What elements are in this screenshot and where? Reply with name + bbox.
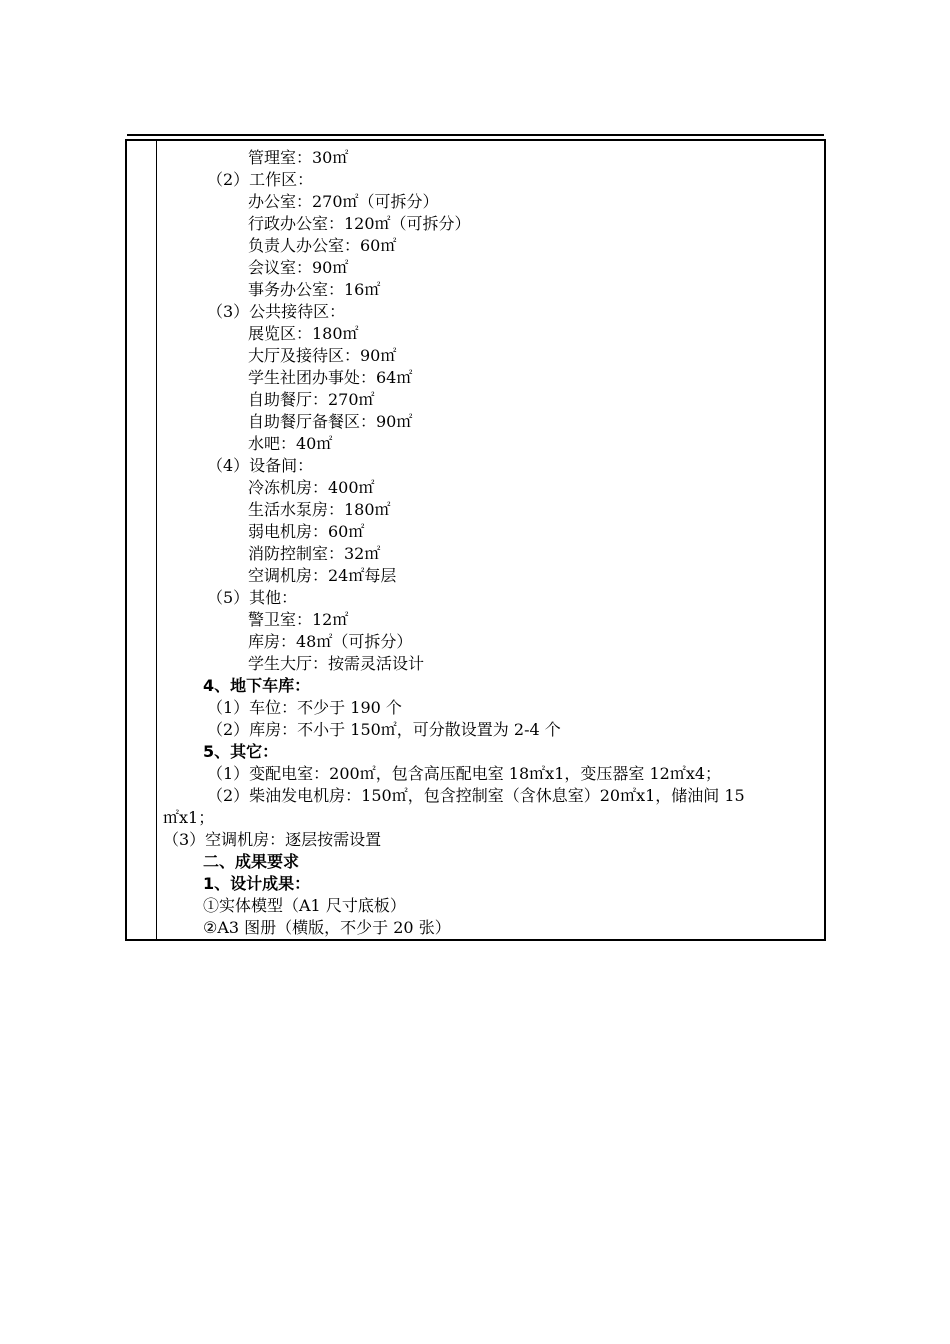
bold-heading: 5、其它： — [203, 742, 279, 761]
text-line: 自助餐厅：270㎡ — [248, 390, 375, 409]
text-line: （2）柴油发电机房：150㎡，包含控制室（含休息室）20㎡x1，储油间 15 — [207, 786, 745, 805]
section-heading: （5）其他： — [207, 588, 298, 607]
text-line: 展览区：180㎡ — [248, 324, 359, 343]
text-line: 学生社团办事处：64㎡ — [248, 368, 413, 387]
text-line: 管理室：30㎡ — [248, 148, 349, 167]
text-line: 大厅及接待区：90㎡ — [248, 346, 397, 365]
text-line: ②A3 图册（横版，不少于 20 张） — [203, 918, 451, 937]
section-heading: （3）公共接待区： — [207, 302, 346, 321]
text-line: （1）变配电室：200㎡，包含高压配电室 18㎡x1，变压器室 12㎡x4； — [207, 764, 722, 783]
text-line: 事务办公室：16㎡ — [248, 280, 381, 299]
text-line: 冷冻机房：400㎡ — [248, 478, 375, 497]
text-line: 水吧：40㎡ — [248, 434, 333, 453]
text-line: （2）库房：不小于 150㎡，可分散设置为 2-4 个 — [207, 720, 561, 739]
text-line: 消防控制室：32㎡ — [248, 544, 381, 563]
text-line: ㎡x1； — [163, 808, 215, 827]
text-line: 行政办公室：120㎡（可拆分） — [248, 214, 471, 233]
text-line: 办公室：270㎡（可拆分） — [248, 192, 439, 211]
text-line: 警卫室：12㎡ — [248, 610, 349, 629]
text-line: 库房：48㎡（可拆分） — [248, 632, 413, 651]
text-line: （3）空调机房：逐层按需设置 — [163, 830, 382, 849]
text-line: 负责人办公室：60㎡ — [248, 236, 397, 255]
text-line: ①实体模型（A1 尺寸底板） — [203, 896, 406, 915]
text-line: 空调机房：24㎡每层 — [248, 566, 397, 585]
text-line: （1）车位：不少于 190 个 — [207, 698, 402, 717]
table-frame — [125, 139, 826, 941]
section-heading: （2）工作区： — [207, 170, 314, 189]
header-rule — [127, 134, 824, 136]
bold-heading: 1、设计成果： — [203, 874, 311, 893]
text-line: 自助餐厅备餐区：90㎡ — [248, 412, 413, 431]
section-heading: （4）设备间： — [207, 456, 314, 475]
text-line: 学生大厅：按需灵活设计 — [248, 654, 425, 673]
bold-heading: 二、成果要求 — [203, 852, 300, 871]
text-line: 会议室：90㎡ — [248, 258, 349, 277]
text-line: 弱电机房：60㎡ — [248, 522, 365, 541]
text-line: 生活水泵房：180㎡ — [248, 500, 391, 519]
column-divider — [156, 141, 157, 939]
bold-heading: 4、地下车库： — [203, 676, 311, 695]
